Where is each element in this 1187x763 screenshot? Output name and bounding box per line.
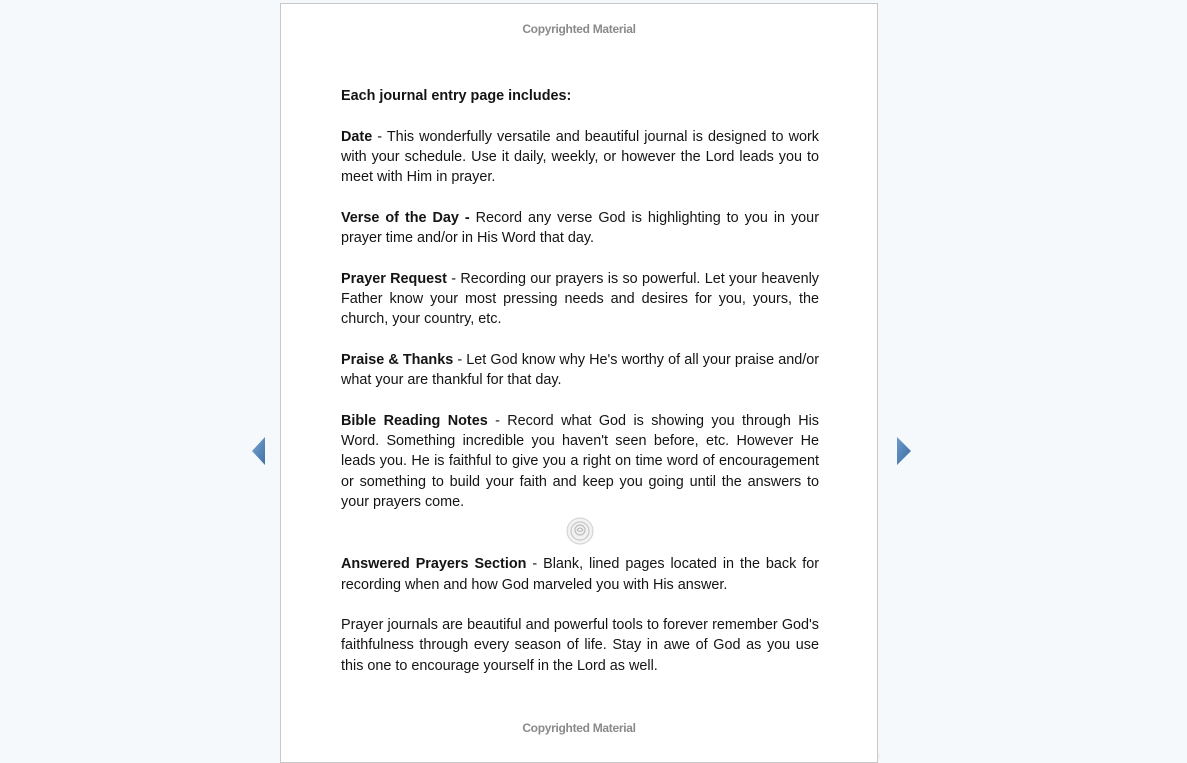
previous-page-button[interactable] — [251, 436, 267, 466]
page-content — [341, 86, 819, 696]
closing-paragraph: Prayer journals are beautiful and powerful tools to forever remember God's faithfulness through every season of life. Stay in awe of God as you use this one to encourage yourself in the Lord as well. — [341, 617, 819, 674]
header-copyright: Copyrighted Material — [522, 22, 636, 36]
section-term: Verse of the Day - — [341, 209, 470, 226]
section-term: Date — [341, 128, 373, 145]
section-bible-reading-notes — [341, 411, 819, 512]
section-term: Bible Reading Notes — [341, 412, 488, 429]
section-prayer-request — [341, 269, 819, 330]
book-page — [280, 3, 878, 763]
section-date — [341, 127, 819, 188]
triangle-right-icon — [897, 437, 911, 465]
section-praise-thanks — [341, 350, 819, 391]
section-text: Record any verse God is highlighting to you in your prayer time and/or in His Word that day. — [341, 209, 819, 247]
section-text: - Let God know why He's worthy of all your praise and/or what your are thankful for that day. — [341, 351, 819, 389]
triangle-left-icon — [252, 437, 265, 465]
section-verse-of-the-day — [341, 208, 819, 249]
footer-copyright: Copyrighted Material — [522, 721, 636, 735]
section-term: Prayer Request — [341, 270, 447, 287]
section-text: - This wonderfully versatile and beautiful journal is designed to work with your schedule. Use it daily, weekly, or however the Lord leads you to meet with Him in prayer. — [341, 128, 819, 186]
section-text: - Recording our prayers is so powerful. Let your heavenly Father know your most pressing needs and desires for you, yours, the church, your country, etc. — [341, 270, 819, 328]
section-text: - Blank, lined pages located in the back for recording when and how God marveled you with His answer. — [341, 556, 820, 593]
section-term: Answered Prayers Section — [341, 556, 527, 573]
page-heading: Each journal entry page includes: — [341, 88, 572, 104]
section-text: - Record what God is showing you through His Word. Something incredible you haven't seen before, etc. However He leads you. He is faithful to give you a right on time word of encouragement or something to build your faith and keep you going until the answers to your prayers come. — [341, 412, 819, 510]
rose-icon — [565, 516, 595, 546]
section-term: Praise & Thanks — [341, 351, 454, 368]
next-page-button[interactable] — [896, 436, 912, 466]
section-answered-prayers — [341, 554, 819, 595]
